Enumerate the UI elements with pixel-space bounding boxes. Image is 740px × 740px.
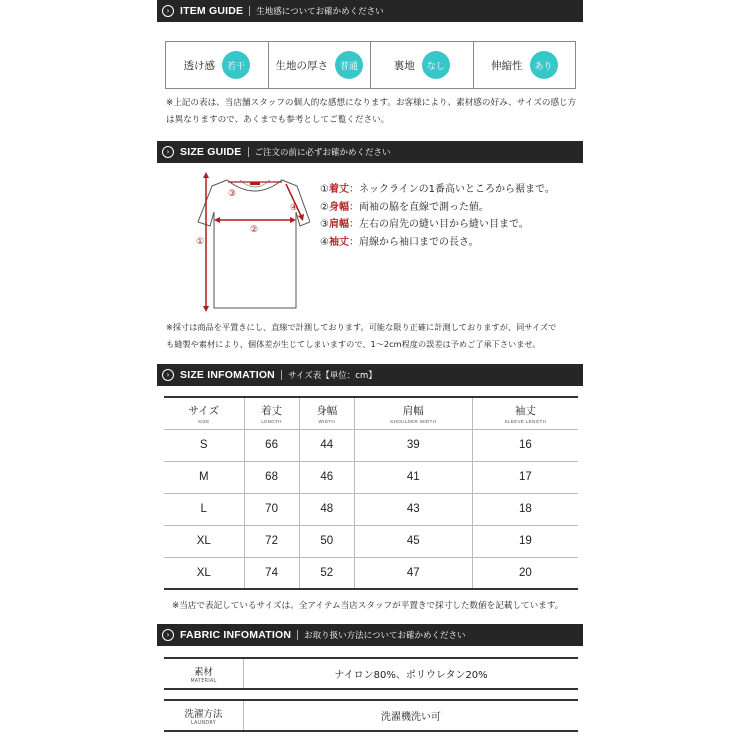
- table-row: [164, 557, 578, 589]
- note-line: は異なりますので、あくまでも参考としてご覧ください。: [166, 115, 390, 125]
- header-width: 身幅 WIDTH: [299, 397, 354, 429]
- fabric-label-cell: 洗濯方法 LAUNDRY: [164, 701, 244, 730]
- value-cell: 50: [299, 525, 354, 557]
- chevron-circle-icon: ›: [162, 369, 174, 381]
- header-divider: [249, 6, 250, 16]
- diagram-marker-width: ②: [250, 225, 259, 235]
- chevron-circle-icon: ›: [162, 146, 174, 158]
- diagram-marker-sleeve: ④: [290, 203, 299, 213]
- diagram-marker-shoulder: ③: [228, 189, 237, 199]
- chevron-circle-icon: ›: [162, 5, 174, 17]
- header-sleeve: 袖丈 SLEEVE LENGTH: [472, 397, 578, 429]
- item-guide-title: ITEM GUIDE: [180, 5, 244, 17]
- header-shoulder: 肩幅 SHOULDER WIDTH: [354, 397, 472, 429]
- item-guide-note: [166, 95, 576, 129]
- guide-badge: なし: [422, 51, 450, 79]
- header-divider: [297, 630, 298, 640]
- desc-sleeve: ④袖丈：肩線から袖口までの長さ。: [320, 236, 479, 248]
- table-row: [164, 429, 578, 461]
- size-info-note: ※当店で表記しているサイズは、全アイテム当店スタッフが平置きで採寸した数値を記載しています。: [172, 601, 564, 611]
- guide-label: 生地の厚さ: [275, 59, 328, 72]
- size-table: [164, 396, 578, 590]
- value-cell: 17: [472, 461, 578, 493]
- fabric-info-subtitle: お取り扱い方法についてお確かめください: [304, 631, 466, 641]
- value-cell: 66: [244, 429, 299, 461]
- guide-label: 裏地: [393, 59, 415, 72]
- value-cell: 48: [299, 493, 354, 525]
- guide-badge: 若干: [222, 51, 250, 79]
- guide-label: 伸縮性: [491, 59, 523, 72]
- guide-badge: あり: [530, 51, 558, 79]
- header-length: 着丈 LENGTH: [244, 397, 299, 429]
- item-guide-subtitle: 生地感についてお確かめください: [256, 7, 384, 17]
- guide-cell-sheer: [166, 42, 269, 88]
- size-cell: S: [164, 429, 244, 461]
- desc-shoulder: ③肩幅：左右の肩先の縫い目から縫い目まで。: [320, 219, 529, 230]
- value-cell: 41: [354, 461, 472, 493]
- table-row: [164, 461, 578, 493]
- table-row: [164, 493, 578, 525]
- value-cell: 46: [299, 461, 354, 493]
- guide-cell-thickness: [269, 42, 372, 88]
- guide-cell-lining: [371, 42, 474, 88]
- guide-badge: 普通: [335, 51, 363, 79]
- note-line: ※採寸は商品を平置きにし、直線で計測しております。可能な限り正確に計測しておりますが、同サイズで: [166, 322, 557, 332]
- fabric-row-material: [164, 657, 578, 690]
- diagram-marker-length: ①: [196, 237, 205, 247]
- size-cell: L: [164, 493, 244, 525]
- size-guide-descriptions: [320, 181, 555, 251]
- value-cell: 52: [299, 557, 354, 589]
- value-cell: 45: [354, 525, 472, 557]
- header-divider: [281, 370, 282, 380]
- header-divider: [248, 147, 249, 157]
- value-cell: 16: [472, 429, 578, 461]
- fabric-info-header: [157, 624, 583, 646]
- size-info-header: [157, 364, 583, 386]
- table-row: [164, 525, 578, 557]
- item-guide-header: [157, 0, 583, 22]
- tshirt-diagram-icon: [190, 172, 310, 312]
- size-info-subtitle: サイズ表【単位：cm】: [287, 371, 377, 381]
- guide-cell-stretch: [474, 42, 576, 88]
- size-guide-header: [157, 141, 583, 163]
- chevron-circle-icon: ›: [162, 629, 174, 641]
- guide-label: 透け感: [183, 59, 215, 72]
- value-cell: 72: [244, 525, 299, 557]
- size-guide-title: SIZE GUIDE: [180, 146, 242, 158]
- value-cell: 39: [354, 429, 472, 461]
- header-size: サイズ SIZE: [164, 397, 244, 429]
- value-cell: 18: [472, 493, 578, 525]
- fabric-value: ナイロン80%、ポリウレタン20%: [334, 670, 488, 681]
- fabric-info-title: FABRIC INFOMATION: [180, 629, 292, 641]
- size-guide-subtitle: ご注文の前に必ずお確かめください: [254, 148, 391, 158]
- value-cell: 47: [354, 557, 472, 589]
- fabric-value: 洗濯機洗い可: [381, 712, 441, 723]
- size-cell: XL: [164, 557, 244, 589]
- item-guide-table: [165, 41, 576, 89]
- fabric-row-laundry: [164, 699, 578, 732]
- value-cell: 44: [299, 429, 354, 461]
- value-cell: 68: [244, 461, 299, 493]
- value-cell: 43: [354, 493, 472, 525]
- size-table-header-row: [164, 397, 578, 429]
- note-line: も縫製や素材により、個体差が生じてしまいますので、1〜2cm程度の誤差は予めご了承下さいませ。: [166, 339, 541, 349]
- value-cell: 19: [472, 525, 578, 557]
- value-cell: 74: [244, 557, 299, 589]
- size-cell: XL: [164, 525, 244, 557]
- desc-width: ②身幅：両袖の脇を直線で測った値。: [320, 201, 489, 213]
- note-line: ※上記の表は、当店舗スタッフの個人的な感想になります。お客様により、素材感の好み、サイズの感じ方: [166, 98, 577, 108]
- value-cell: 70: [244, 493, 299, 525]
- size-guide-note: [166, 319, 556, 353]
- fabric-label-cell: 素材 MATERIAL: [164, 659, 244, 688]
- size-cell: M: [164, 461, 244, 493]
- value-cell: 20: [472, 557, 578, 589]
- desc-length: ①着丈：ネックラインの1番高いところから裾まで。: [320, 184, 555, 195]
- size-info-title: SIZE INFOMATION: [180, 369, 275, 381]
